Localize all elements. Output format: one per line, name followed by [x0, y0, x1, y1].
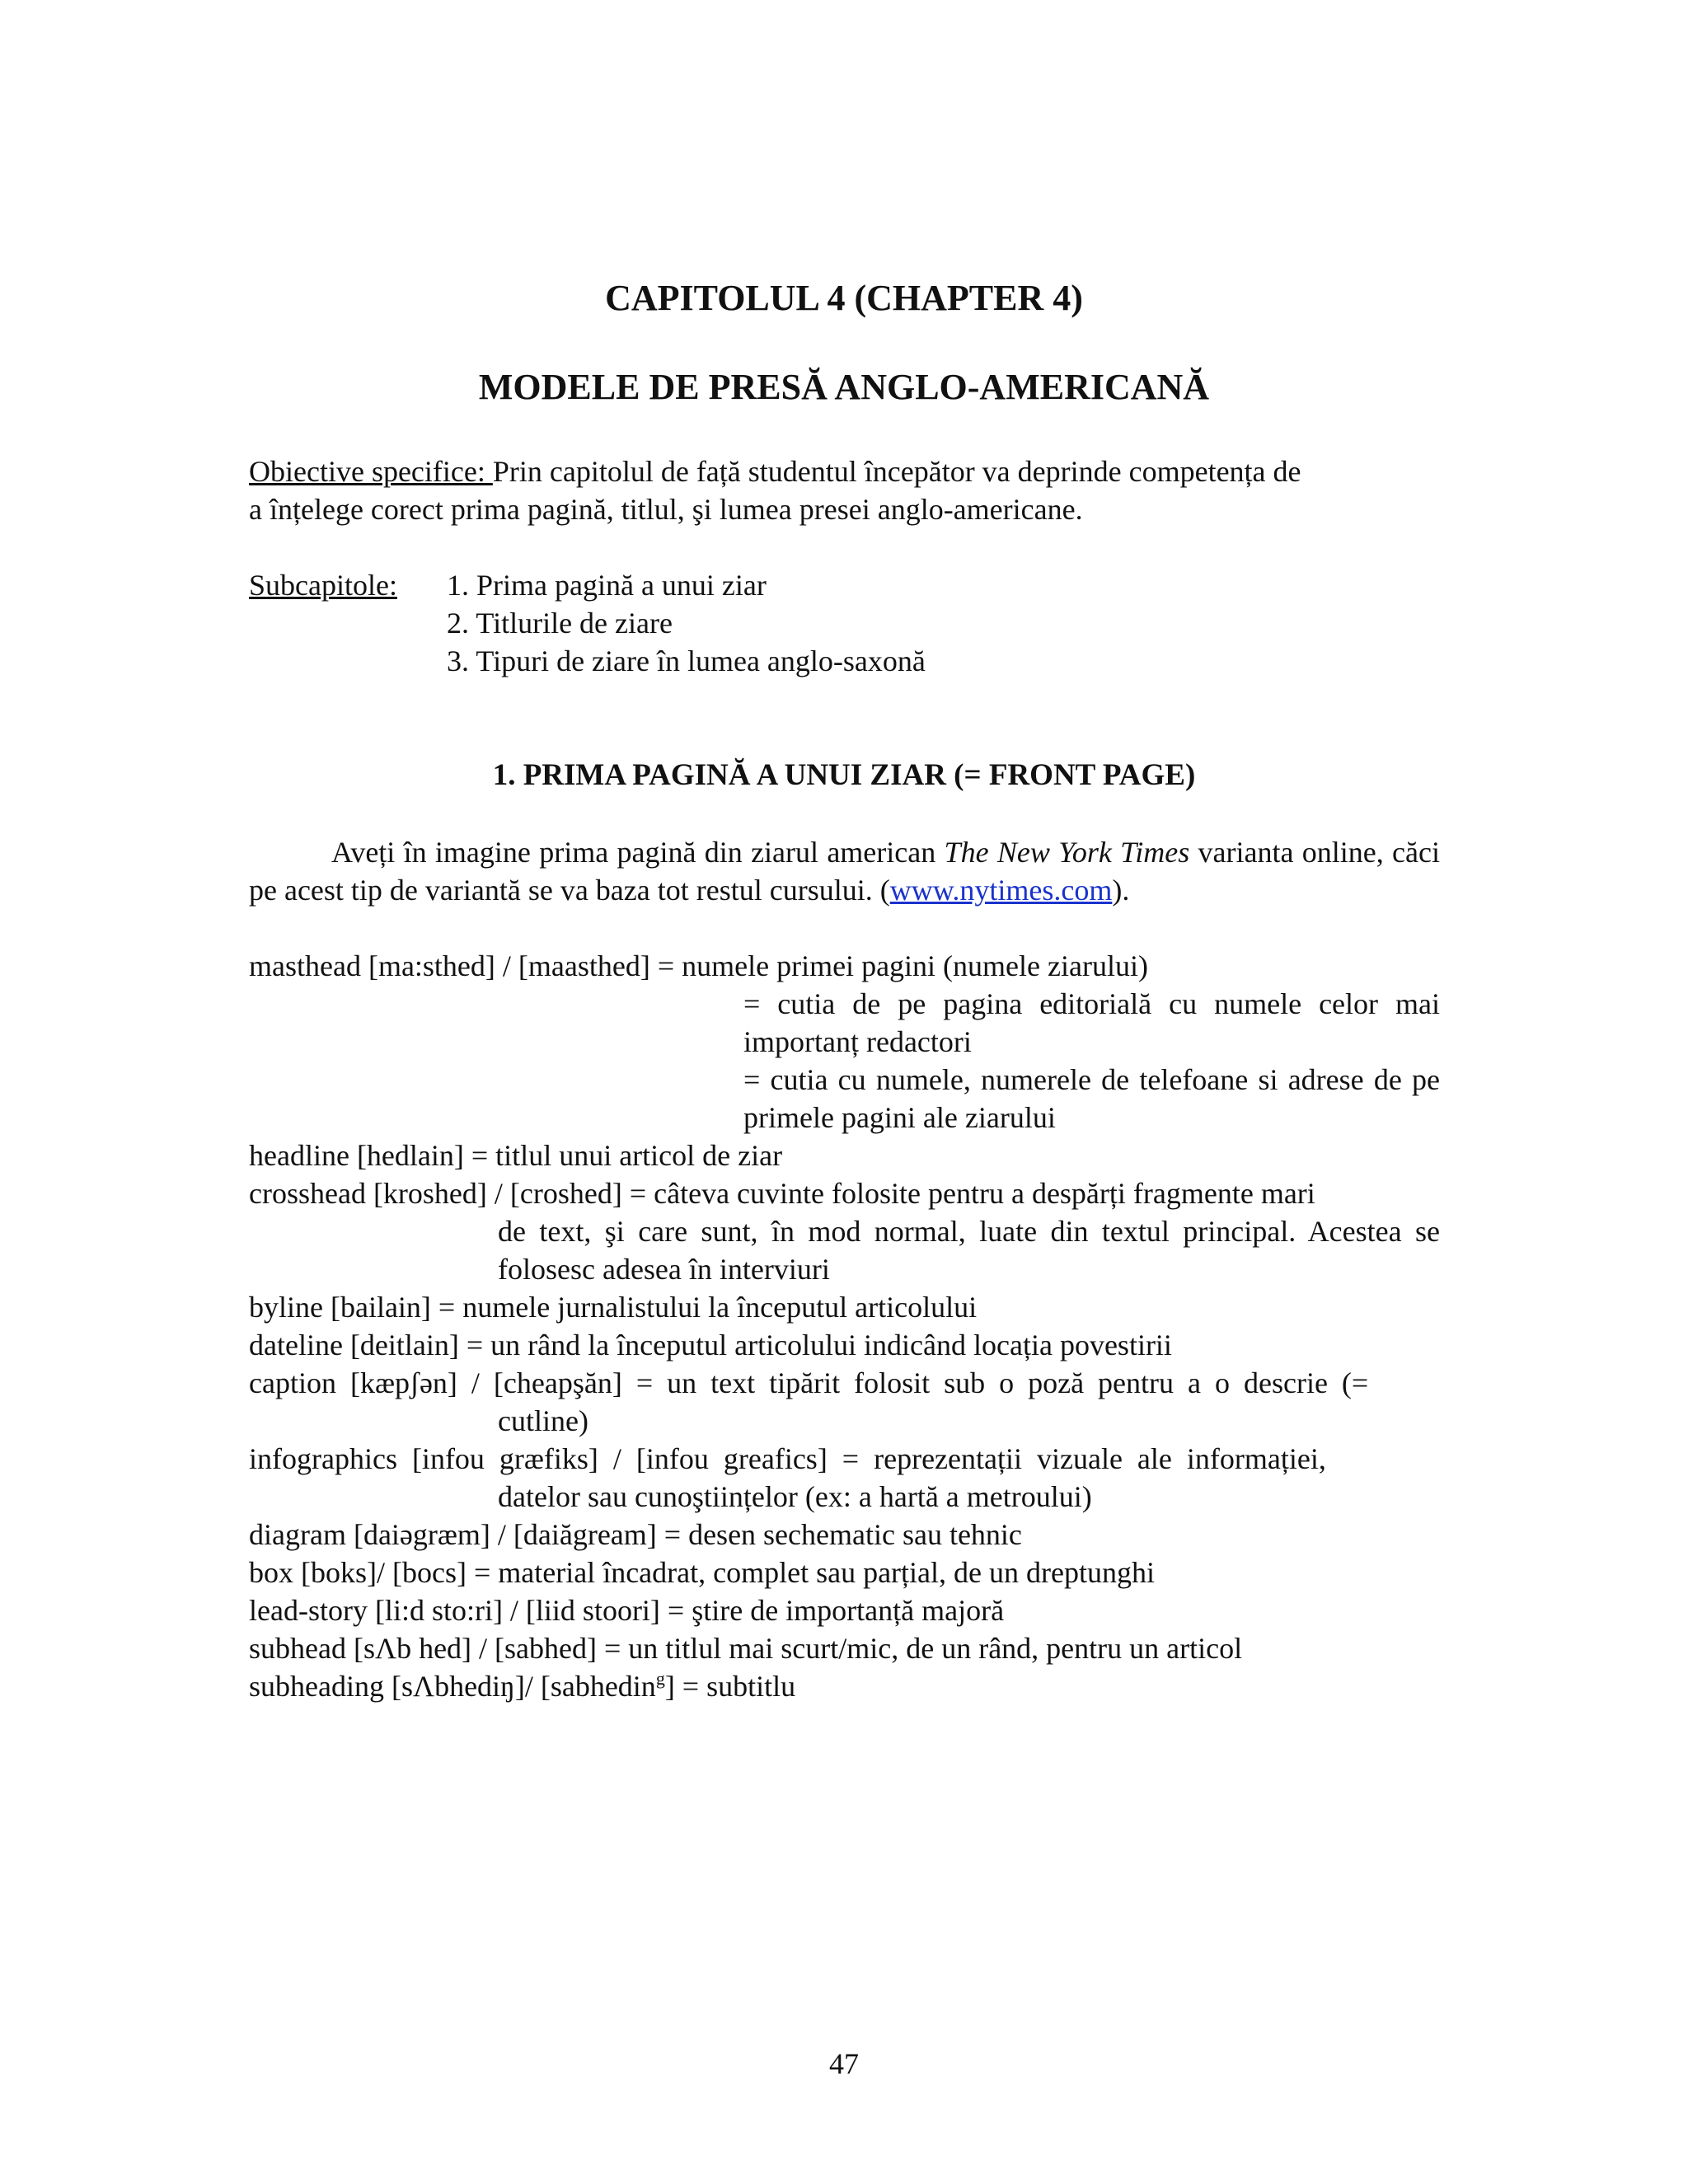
chapter-subtitle: MODELE DE PRESĂ ANGLO-AMERICANĂ: [478, 367, 1210, 407]
subheading-part2: ] = subtitlu: [664, 1670, 796, 1703]
glossary-entry-caption: caption [kæpʃən] / [cheapşăn] = un text tipărit folosit sub o poză pentru a o descrie (=: [249, 1366, 1369, 1399]
subheading-part1: subheading [sΛbhediŋ]/ [sabhedin: [249, 1670, 656, 1703]
glossary-caption-cont: cutline): [498, 1404, 588, 1437]
glossary-entry-dateline: dateline [deitlain] = un rând la începutul articolului indicând locația povestirii: [249, 1329, 1172, 1361]
subchapter-item: 1. Prima pagină a unui ziar: [447, 569, 767, 602]
nytimes-link[interactable]: www.nytimes.com: [889, 874, 1113, 907]
objectives-label: Obiective specifice:: [249, 455, 493, 488]
glossary-entry-byline: byline [bailain] = numele jurnalistului la începutul articolului: [249, 1291, 978, 1324]
page-number: 47: [829, 2047, 859, 2080]
subheading-sup: g: [655, 1668, 665, 1689]
glossary-masthead-def2: = cutia de pe pagina editorială cu numele celor mai importanț redactori: [743, 987, 1440, 1058]
subchapters-label: Subcapitole:: [249, 569, 397, 602]
intro-part1: Aveți în imagine prima pagină din ziarul american: [331, 836, 945, 869]
glossary-masthead-def3: = cutia cu numele, numerele de telefoane si adrese de pe primele pagini ale ziarului: [743, 1063, 1440, 1134]
subchapter-item: 2. Titlurile de ziare: [447, 607, 673, 640]
glossary-crosshead-cont: de text, şi care sunt, în mod normal, luate din textul principal. Acestea se folosesc adesea în interviuri: [498, 1215, 1440, 1286]
glossary-entry-diagram: diagram [daiəgræm] / [daiăgream] = desen sechematic sau tehnic: [249, 1518, 1022, 1551]
glossary-entry-box: box [boks]/ [bocs] = material încadrat, complet sau parțial, de un dreptunghi: [249, 1556, 1155, 1589]
objectives-paragraph: [249, 452, 1440, 528]
chapter-title: CAPITOLUL 4 (CHAPTER 4): [605, 278, 1083, 318]
intro-part3: ).: [1112, 874, 1130, 907]
objectives-text-line2: a înțelege corect prima pagină, titlul, şi lumea presei anglo-americane.: [249, 493, 1083, 526]
glossary: [249, 947, 1440, 1705]
section-heading: 1. PRIMA PAGINĂ A UNUI ZIAR (= FRONT PAGE): [492, 758, 1196, 792]
glossary-infographics-cont: datelor sau cunoştiințelor (ex: a hartă a metroului): [498, 1480, 1092, 1513]
glossary-entry-subhead: subhead [sΛb hed] / [sabhed] = un titlul mai scurt/mic, de un rând, pentru un articol: [249, 1632, 1243, 1665]
glossary-entry-headline: headline [hedlain] = titlul unui articol de ziar: [249, 1139, 783, 1172]
glossary-entry-infographics: infographics [infou græfiks] / [infou greafics] = reprezentații vizuale ale informației,: [249, 1442, 1326, 1475]
subchapter-item: 3. Tipuri de ziare în lumea anglo-saxonă: [447, 644, 926, 677]
glossary-entry-masthead: masthead [ma:sthed] / [maasthed] = numele primei pagini (numele ziarului): [249, 949, 1148, 982]
objectives-text-line1: Prin capitolul de față studentul începător va deprinde competența de: [492, 455, 1301, 488]
intro-part2: varianta online, căci pe acest tip de variantă se va baza tot restul cursului. (: [249, 836, 1440, 907]
glossary-entry-lead-story: lead-story [li:d sto:ri] / [liid stoori] = ştire de importanță majoră: [249, 1594, 1005, 1627]
glossary-entry-subheading: [249, 1667, 1440, 1705]
glossary-entry-crosshead: crosshead [kroshed] / [croshed] = câteva cuvinte folosite pentru a despărți fragmente mari: [249, 1177, 1315, 1210]
intro-paragraph: [249, 833, 1440, 909]
newspaper-name: The New York Times: [944, 836, 1190, 869]
